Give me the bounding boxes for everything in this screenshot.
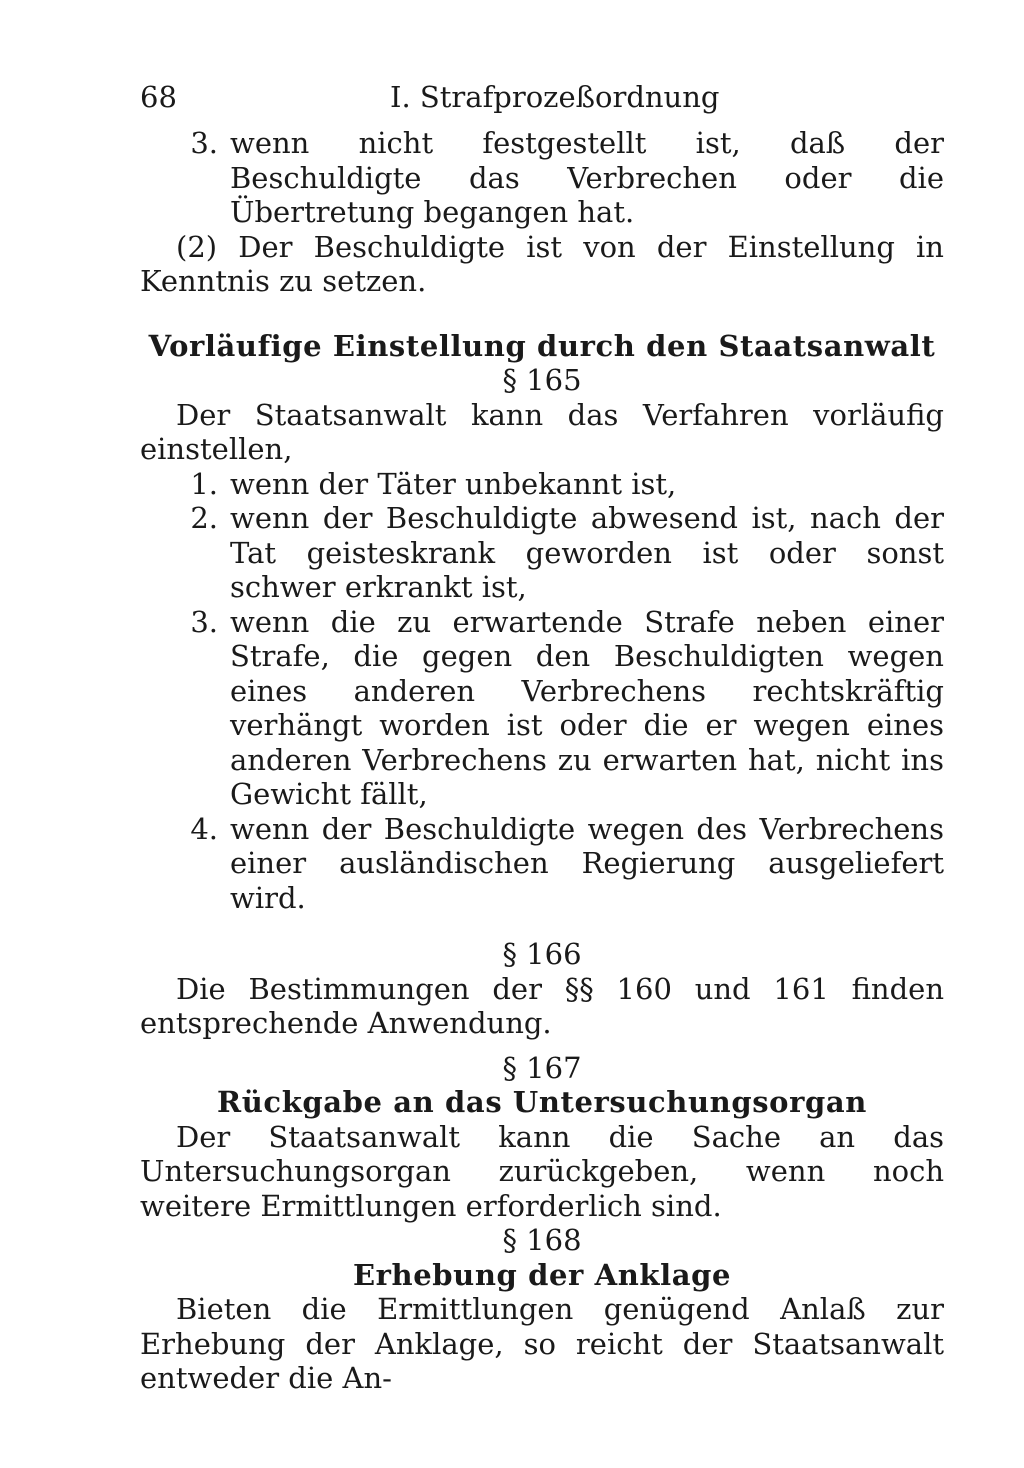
section-165-intro: Der Staatsanwalt kann das Verfahren vorläufig einstellen,: [140, 397, 944, 466]
list-item-number: 4.: [190, 811, 218, 846]
list-item-text: wenn der Beschuldigte wegen des Verbrechens einer ausländischen Regierung ausgeliefert wird.: [230, 811, 944, 915]
list-item-number: 3.: [190, 126, 218, 160]
section-number-165: § 165: [502, 363, 582, 397]
list-item: [140, 812, 944, 916]
list-item-text: wenn der Beschuldigte abwesend ist, nach der Tat geisteskrank geworden ist oder sonst schwer erkrankt ist,: [230, 501, 944, 604]
document-page: [140, 74, 944, 1396]
list-item-text: wenn die zu erwartende Strafe neben einer Strafe, die gegen den Beschuldigten wegen eines anderen Verbrechens rechtskräftig verhängt worden ist oder die er wegen eines anderen Verbrechens zu erwarten hat, nicht ins Gewicht fällt,: [230, 604, 944, 811]
list-item: [140, 605, 944, 812]
section-heading-168: Erhebung der Anklage: [352, 1257, 732, 1292]
list-item-text: wenn der Täter unbekannt ist,: [230, 466, 677, 501]
section-heading-167: Rückgabe an das Untersuchungsorgan: [217, 1085, 867, 1119]
list-item: [140, 126, 944, 230]
section-heading-165: Vorläufige Einstellung durch den Staatsanwalt: [148, 328, 936, 363]
paragraph-2: (2) Der Beschuldigte ist von der Einstellung in Kenntnis zu setzen.: [140, 229, 944, 298]
section-165-list: [140, 467, 944, 916]
section-number-167: § 167: [502, 1050, 582, 1085]
list-item-text: wenn nicht festgestellt ist, daß der Beschuldigte das Verbrechen oder die Übertretung begangen hat.: [230, 126, 944, 229]
page-header: [140, 74, 944, 126]
list-item: [140, 467, 944, 502]
section-166-text: Die Bestimmungen der §§ 160 und 161 finden entsprechende Anwendung.: [140, 971, 944, 1040]
running-title: I. Strafprozeßordnung: [390, 80, 720, 114]
section-168-text: Bieten die Ermittlungen genügend Anlaß zur Erhebung der Anklage, so reicht der Staatsanwalt entweder die An-: [140, 1292, 944, 1395]
list-item: [140, 501, 944, 605]
section-167-text: Der Staatsanwalt kann die Sache an das Untersuchungsorgan zurückgeben, wenn noch weitere Ermittlungen erforderlich sind.: [140, 1119, 944, 1223]
section-number-168: § 168: [502, 1223, 582, 1257]
page-number: 68: [140, 80, 177, 114]
list-item-number: 3.: [190, 604, 218, 639]
list-item-number: 1.: [190, 466, 218, 501]
section-number-166: § 166: [502, 937, 582, 971]
list-item-number: 2.: [190, 501, 218, 535]
